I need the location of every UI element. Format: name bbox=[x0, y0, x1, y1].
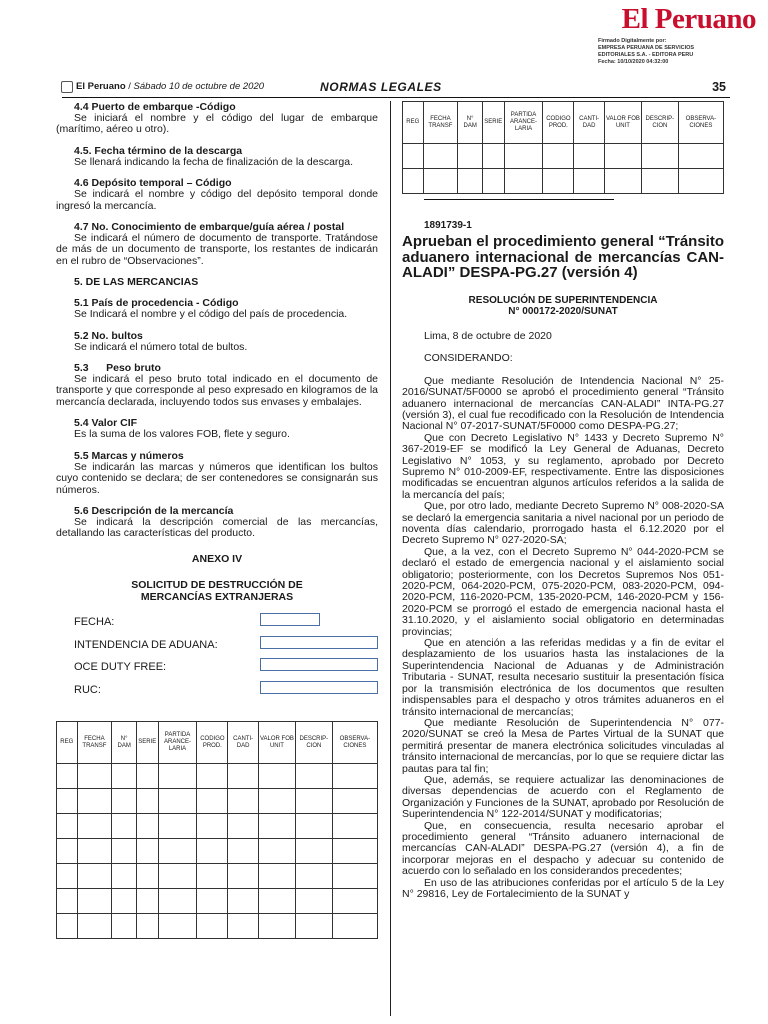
ruc-field[interactable] bbox=[260, 681, 378, 694]
resolution-title bbox=[402, 295, 724, 317]
newspaper-logo bbox=[586, 2, 756, 66]
body-paragraph: Que mediante Resolución de Intendencia Nacional N° 25-2016/SUNAT/5F0000 se aprobó el procedimiento general “Tránsito aduanero internacional de mercancías CAN-ALADI” INTA-PG.27 (versión 3), el cual fue recodificado con la Resolución de Intendencia Nacional N° 07-2017-SUNAT/5F0000 como DESPA-PG.27; bbox=[402, 374, 724, 433]
section-4-6 bbox=[56, 177, 378, 212]
col-header: VALOR FOB UNIT bbox=[258, 722, 295, 764]
section-text: Se indicará la descripción comercial de las mercancías, detallando las características del producto. bbox=[56, 515, 378, 540]
section-title: 4.5. Fecha término de la descarga bbox=[74, 144, 243, 157]
col-header: CANTI-DAD bbox=[228, 722, 259, 764]
table-row bbox=[403, 144, 724, 169]
table-row bbox=[403, 169, 724, 194]
col-header: FECHA TRANSF bbox=[423, 102, 458, 144]
section-5-1 bbox=[56, 297, 378, 320]
section-5 bbox=[56, 276, 378, 288]
page-header bbox=[62, 80, 730, 98]
intendencia-field[interactable] bbox=[260, 636, 378, 649]
section-title: 5.4 Valor CIF bbox=[74, 417, 138, 430]
body-paragraph: Que, en consecuencia, resulta necesario aprobar el procedimiento general “Tránsito aduanero internacional de mercancías CAN-ALADI” DESPA-PG.27 (versión 4), a fin de incorporar mejoras en el despacho y adecuar su contenido de acuerdo con lo señalado en los considerandos precedentes; bbox=[402, 819, 724, 878]
signature-line: EDITORIALES S.A. - EDITORA PERU bbox=[598, 52, 694, 58]
section-title: 5.6 Descripción de la mercancía bbox=[74, 504, 234, 517]
table-row bbox=[57, 814, 378, 839]
body-paragraph: Que en atención a las referidas medidas y a fin de evitar el desplazamiento de los usuarios hasta las instalaciones de la Superintendencia Nacional de Aduanas y de Administración Tributaria - SUNAT, resulta necesario sustituir la presentación física por la transmisión electrónica de los documentos que resulten indispensables para el despacho y otros trámites aduaneros en el tránsito internacional de mercancías; bbox=[402, 637, 724, 718]
section-5-3 bbox=[56, 362, 378, 408]
resolution-line: N° 000172-2020/SUNAT bbox=[508, 305, 618, 317]
section-title: 4.7 No. Conocimiento de embarque/guía aérea / postal bbox=[74, 221, 345, 234]
section-title: 5. DE LAS MERCANCIAS bbox=[74, 276, 199, 289]
col-header: DESCRIP-CION bbox=[641, 102, 678, 144]
right-column bbox=[402, 101, 724, 900]
logo-name: El Peruano bbox=[621, 3, 756, 35]
destruction-table bbox=[56, 721, 378, 939]
section-title: 5.3 Peso bruto bbox=[74, 362, 161, 375]
considering-label: CONSIDERANDO: bbox=[424, 352, 513, 365]
section-text: Se iniciará el nombre y el código del lugar de embarque (marítimo, aéreo u otro). bbox=[56, 112, 378, 136]
body-paragraph: Que, a la vez, con el Decreto Supremo N° 044-2020-PCM se declaró el estado de emergencia nacional y el aislamiento social obligatorio; posteriormente, con los Decretos Supremos Nos 051-2020-PCM, 064-2020-PCM, 075-2020-PCM, 083-2020-PCM, 094-2020-PCM, 116-2020-PCM, 135-2020-PCM, 146-2020-PCM y 156-2020-PCM se prorrogó el estado de emergencia nacional hasta el 31.10.2020, y el aislamiento social obligatorio en determinadas provincias; bbox=[402, 545, 724, 638]
section-4-4 bbox=[56, 101, 378, 136]
col-header: REG bbox=[403, 102, 424, 144]
header-section: NORMAS LEGALES bbox=[320, 80, 442, 94]
section-text: Es la suma de los valores FOB, flete y seguro. bbox=[74, 428, 290, 441]
section-title: 5.1 País de procedencia - Código bbox=[74, 297, 239, 310]
col-header: REG bbox=[57, 722, 78, 764]
col-header: PARTIDA ARANCE-LARIA bbox=[158, 722, 197, 764]
section-5-2 bbox=[56, 330, 378, 353]
section-text: Se Indicará el nombre y el código del país de procedencia. bbox=[74, 308, 348, 321]
form-label: INTENDENCIA DE ADUANA: bbox=[74, 638, 218, 651]
column-divider bbox=[390, 101, 391, 1016]
table-header-row bbox=[403, 102, 724, 144]
col-header: VALOR FOB UNIT bbox=[604, 102, 641, 144]
table-header-row bbox=[57, 722, 378, 764]
table-row bbox=[57, 839, 378, 864]
col-header: SERIE bbox=[136, 722, 158, 764]
section-text: Se indicará el nombre y código del depósito temporal donde ingresó la mercancía. bbox=[56, 188, 378, 212]
col-header: DESCRIP-CION bbox=[295, 722, 332, 764]
continued-table bbox=[402, 101, 724, 194]
annex-subtitle bbox=[56, 579, 378, 603]
table-row bbox=[57, 864, 378, 889]
table-row bbox=[57, 914, 378, 939]
annex-subtitle-line: SOLICITUD DE DESTRUCCIÓN DE bbox=[131, 579, 303, 592]
body-paragraph: Que, además, se requiere actualizar las denominaciones de diversas dependencias de acuerdo con el Reglamento de Organización y Funciones de la SUNAT, aprobado por Resolución de Superintendencia N° 122-2014/SUNAT y modificatorias; bbox=[402, 773, 724, 821]
col-header: FECHA TRANSF bbox=[77, 722, 112, 764]
col-header: PARTIDA ARANCE-LARIA bbox=[504, 102, 543, 144]
separator-line bbox=[424, 199, 614, 200]
form-label: OCE DUTY FREE: bbox=[74, 661, 167, 674]
signature-line: EMPRESA PERUANA DE SERVICIOS bbox=[598, 45, 695, 51]
section-text: Se indicará el número total de bultos. bbox=[74, 340, 248, 353]
table-row bbox=[57, 789, 378, 814]
body-paragraph: Que mediante Resolución de Superintendencia N° 077-2020/SUNAT se creó la Mesa de Partes Virtual de la SUNAT que permitirá presentar de manera electrónica solicitudes vinculadas al tránsito internacional de mercancías, por lo que se requiere dictar las pautas para tal fin; bbox=[402, 716, 724, 775]
body-paragraph: Que, por otro lado, mediante Decreto Supremo N° 008-2020-SA se declaró la emergencia sanitaria a nivel nacional por un periodo de noventa días calendario, prorrogado hasta el 6.12.2020 por el Decreto Supremo N° 027-2020-SA; bbox=[402, 500, 724, 547]
form-row-ruc bbox=[56, 685, 378, 708]
fecha-field[interactable] bbox=[260, 613, 320, 626]
form-label: RUC: bbox=[74, 683, 101, 696]
section-5-5 bbox=[56, 450, 378, 496]
col-header: CANTI-DAD bbox=[574, 102, 605, 144]
header-paper-date: El Peruano / Sábado 10 de octubre de 2020 bbox=[76, 81, 265, 92]
annex-title: ANEXO IV bbox=[191, 552, 243, 565]
digital-signature-note bbox=[586, 38, 756, 66]
col-header: CODIGO PROD. bbox=[197, 722, 228, 764]
section-text: Se indicará el número de documento de transporte. Tratándose de más de un documento de transporte, los restantes de indicarán en el rubro de “Observaciones”. bbox=[56, 232, 378, 267]
section-text: Se indicarán las marcas y números que identifican los bultos cuyo contenido se declara; de ser contenedores se consignarán sus números. bbox=[56, 460, 378, 496]
reference-number: 1891739-1 bbox=[424, 220, 472, 231]
section-5-4 bbox=[56, 417, 378, 440]
bookmark-icon bbox=[61, 81, 73, 93]
body-paragraph: Que con Decreto Legislativo N° 1433 y Decreto Supremo N° 367-2019-EF se modificó la Ley General de Aduanas, Decreto Legislativo N° 1053, y su reglamento, aprobado por Decreto Supremo N° 010-2009-EF, respectivamente. Entre las disposiciones modificadas se encuentran algunos artículos referidos a la salida de la mercancía del país; bbox=[402, 431, 724, 501]
section-text: Se llenará indicando la fecha de finalización de la descarga. bbox=[74, 155, 354, 168]
annex-subtitle-line: MERCANCÍAS EXTRANJERAS bbox=[140, 591, 294, 604]
left-column bbox=[56, 101, 378, 939]
header-paper: El Peruano bbox=[76, 81, 126, 92]
col-header: SERIE bbox=[482, 102, 504, 144]
section-title: 4.4 Puerto de embarque -Código bbox=[74, 101, 236, 113]
table-row bbox=[57, 764, 378, 789]
section-title: 4.6 Depósito temporal – Código bbox=[74, 177, 232, 190]
col-header: OBSERVA-CIONES bbox=[332, 722, 377, 764]
resolution-date: Lima, 8 de octubre de 2020 bbox=[424, 329, 552, 342]
form-label: FECHA: bbox=[74, 616, 115, 629]
section-title: 5.5 Marcas y números bbox=[74, 449, 184, 462]
header-date: Sábado 10 de octubre de 2020 bbox=[133, 81, 265, 92]
section-title: 5.2 No. bultos bbox=[74, 329, 143, 342]
col-header: OBSERVA-CIONES bbox=[678, 102, 723, 144]
section-text: Se indicará el peso bruto total indicado en el documento de transporte y que corresponde al peso expresado en kilogramos de la mercancía declarada, incluyendo todos sus envases y embalajes. bbox=[56, 373, 378, 408]
page-number: 35 bbox=[712, 80, 726, 94]
headline: Aprueban el procedimiento general “Tránsito aduanero internacional de mercancías CAN-ALADI” DESPA-PG.27 (versión 4) bbox=[402, 233, 724, 282]
col-header: CODIGO PROD. bbox=[543, 102, 574, 144]
oce-duty-free-field[interactable] bbox=[260, 658, 378, 671]
table-row bbox=[57, 889, 378, 914]
resolution-line: RESOLUCIÓN DE SUPERINTENDENCIA bbox=[468, 294, 658, 306]
signature-line: Fecha: 10/10/2020 04:32:00 bbox=[598, 59, 669, 65]
section-4-7 bbox=[56, 221, 378, 267]
signature-line: Firmado Digitalmente por: bbox=[598, 38, 667, 44]
col-header: N° DAM bbox=[112, 722, 137, 764]
col-header: N° DAM bbox=[458, 102, 483, 144]
section-5-6 bbox=[56, 505, 378, 540]
section-4-5 bbox=[56, 145, 378, 168]
body-paragraph: En uso de las atribuciones conferidas por el artículo 5 de la Ley N° 29816, Ley de Fortalecimiento de la SUNAT y bbox=[402, 876, 724, 900]
